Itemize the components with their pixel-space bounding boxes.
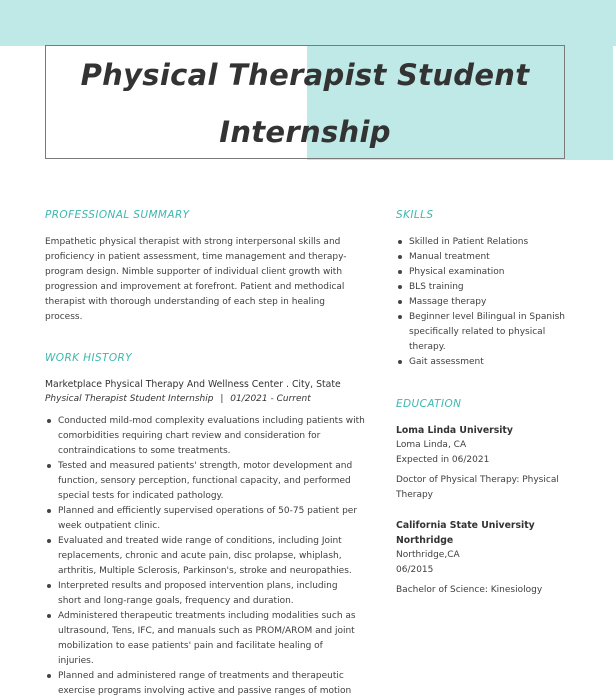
- education-school-name-line: Northridge: [396, 535, 454, 546]
- education-heading: EDUCATION: [396, 398, 462, 410]
- job-employer: [45, 379, 341, 390]
- education-school-name: [396, 518, 606, 548]
- job-bullet-text: Tested and measured patients' strength, motor development and: [58, 461, 353, 471]
- skill-item-text: specifically related to physical: [409, 327, 546, 337]
- job-bullet-text: Planned and administered range of treatments and therapeutic: [58, 671, 344, 681]
- job-bullet: [45, 504, 375, 534]
- job-bullet-text: Administered therapeutic treatments including modalities such as: [58, 611, 356, 621]
- job-bullet-text: mobilization to ease patients' pain and facilitate healing of: [58, 641, 323, 651]
- resume-title-line-2: Internship: [219, 115, 391, 149]
- education-school-location: Northridge,CA: [396, 550, 460, 560]
- job-bullet: [45, 459, 375, 504]
- job-bullet-text: replacements, chronic and acute pain, disc prolapse, whiplash,: [58, 551, 342, 561]
- skill-item-text: Manual treatment: [409, 252, 490, 262]
- job-bullet-text: exercise programs involving active and passive ranges of motion: [58, 686, 352, 696]
- skill-item: [396, 250, 606, 265]
- skill-item-text: Skilled in Patient Relations: [409, 237, 529, 247]
- education-degree-line: Bachelor of Science: Kinesiology: [396, 585, 543, 595]
- job-bullet-text: Interpreted results and proposed intervention plans, including: [58, 581, 338, 591]
- summary-line: process.: [45, 312, 83, 322]
- job-bullet-text: arthritis, Multiple Sclerosis, Parkinson's, stroke and neuropathies.: [58, 566, 352, 576]
- skills-list: [396, 235, 606, 370]
- job-bullet-text: week outpatient clinic.: [58, 521, 161, 531]
- education-school-name-line: California State University: [396, 520, 535, 531]
- title-box: [45, 45, 565, 159]
- summary-line: program design. Nimble supporter of individual client growth with: [45, 267, 343, 277]
- education-degree-line: Doctor of Physical Therapy: Physical: [396, 475, 559, 485]
- summary-heading: PROFESSIONAL SUMMARY: [45, 209, 190, 221]
- skill-item-text: BLS training: [409, 282, 464, 292]
- job-bullet: [45, 669, 375, 699]
- header-top-band: [0, 0, 616, 46]
- job-bullet-list: [45, 414, 375, 699]
- education-degree-line: Therapy: [396, 490, 433, 500]
- job-bullet-text: ultrasound, Tens, IFC, and manuals such as PROM/AROM and joint: [58, 626, 355, 636]
- skill-item: [396, 265, 606, 280]
- job-bullet-text: special tests for indicated pathology.: [58, 491, 224, 501]
- job-bullet: [45, 579, 375, 609]
- job-role-line: [45, 394, 311, 404]
- job-bullet-text: function, sensory perception, functional capacity, and performed: [58, 476, 351, 486]
- job-bullet-text: contraindications to some treatments.: [58, 446, 231, 456]
- summary-line: progression and improvement at forefront. Patient and methodical: [45, 282, 345, 292]
- summary-text: [45, 235, 375, 325]
- job-bullet: [45, 609, 375, 669]
- summary-line: therapist with thorough understanding of each step in healing: [45, 297, 325, 307]
- skill-item: [396, 235, 606, 250]
- education-school-date: 06/2015: [396, 565, 434, 575]
- job-bullet: [45, 534, 375, 579]
- job-bullet-text: Evaluated and treated wide range of conditions, including Joint: [58, 536, 342, 546]
- job-bullet-text: Conducted mild-mod complexity evaluations including patients with: [58, 416, 365, 426]
- education-school-name: [396, 423, 606, 438]
- job-separator: |: [220, 394, 224, 404]
- education-degree: [396, 473, 606, 503]
- resume-title-line-1: Physical Therapist Student: [80, 58, 530, 92]
- job-location: . City, State: [286, 379, 341, 390]
- skill-item-text: Massage therapy: [409, 297, 487, 307]
- summary-line: Empathetic physical therapist with strong interpersonal skills and: [45, 237, 341, 247]
- job-dates: 01/2021 - Current: [230, 394, 311, 404]
- job-bullet-text: injuries.: [58, 656, 94, 666]
- job-role: Physical Therapist Student Internship: [45, 394, 214, 404]
- skills-heading: SKILLS: [396, 209, 434, 221]
- skill-item: [396, 280, 606, 295]
- skill-item: [396, 355, 606, 370]
- skill-item: [396, 310, 606, 355]
- summary-line: proficiency in patient assessment, time management and therapy-: [45, 252, 347, 262]
- job-bullet: [45, 414, 375, 459]
- job-company: Marketplace Physical Therapy And Wellness Center: [45, 379, 284, 390]
- skill-item-text: Gait assessment: [409, 357, 484, 367]
- job-bullet-text: comorbidities requiring chart review and consideration for: [58, 431, 321, 441]
- skill-item-text: Physical examination: [409, 267, 505, 277]
- education-school-date: Expected in 06/2021: [396, 455, 490, 465]
- skill-item-text: Beginner level Bilingual in Spanish: [409, 312, 565, 322]
- work-history-heading: WORK HISTORY: [45, 352, 133, 364]
- education-school-location: Loma Linda, CA: [396, 440, 467, 450]
- job-bullet-text: Planned and efficiently supervised operations of 50-75 patient per: [58, 506, 358, 516]
- skill-item-text: therapy.: [409, 342, 446, 352]
- education-school-name-line: Loma Linda University: [396, 425, 513, 436]
- job-bullet-text: short and long-range goals, frequency and duration.: [58, 596, 294, 606]
- education-degree: [396, 583, 606, 598]
- skill-item: [396, 295, 606, 310]
